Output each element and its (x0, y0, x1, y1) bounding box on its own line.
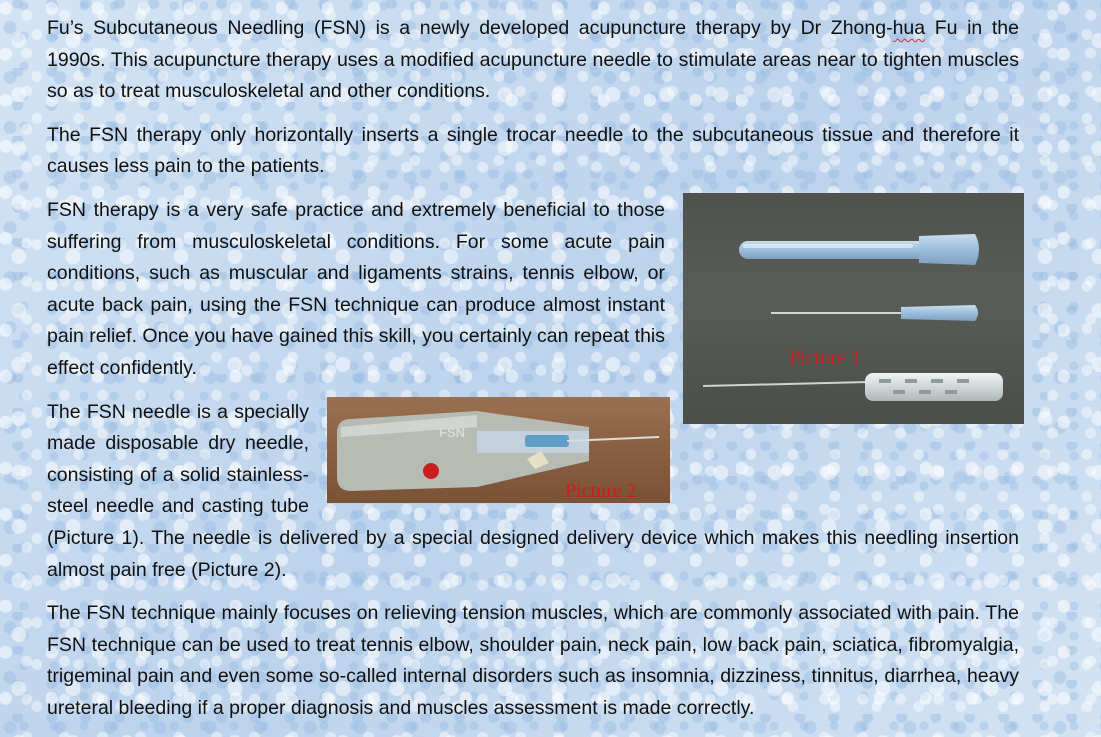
article-body (47, 13, 1019, 736)
casting-tube (739, 234, 979, 265)
needle-with-handle (703, 373, 1003, 401)
picture-2-delivery-device-photo (327, 397, 670, 503)
paragraph-safety: FSN therapy is a very safe practice and extremely beneficial to those suffering from musculoskeletal conditions. For some acute pain conditions, such as muscular and ligaments strains, tennis elbow, or acute back pain, using the FSN technique can produce almost instant pain relief. Once you have gained this skill, you certainly can repeat this effect confidently. (47, 198, 665, 379)
paragraph-needle-description: The FSN needle is a specially made disposable dry needle, consisting of a solid stainless-steel needle and casting tube (Picture 1). The needle is delivered by a special designed delivery device which makes this needling insertion almost pain free (Picture 2). (47, 400, 1019, 581)
trocar-needle (771, 305, 978, 321)
picture-1-caption: Picture 1 (789, 346, 861, 369)
delivery-device (337, 411, 659, 491)
paragraph-treatment-focus: The FSN technique mainly focuses on relieving tension muscles, which are commonly associated with pain. The FSN technique can be used to treat tennis elbow, shoulder pain, neck pain, low back pain, sciatica, fibromyalgia, trigeminal pain and even some so-called internal disorders such as insomnia, dizziness, tinnitus, diarrhea, heavy ureteral bleeding if a proper diagnosis and muscles assessment is made correctly. (47, 602, 1019, 719)
needle-photo-drawing (683, 193, 1024, 424)
intro-text-end: Fu in the 1990s. This acupuncture therapy uses a modified acupuncture needle to stimulate areas near to tighten muscles so as to treat musculoskeletal and other conditions. (47, 17, 1020, 103)
picture-2-caption: Picture 2 (565, 479, 637, 502)
picture-1-needle-photo (683, 193, 1024, 424)
intro-text-start: Fu’s Subcutaneous Needling (FSN) is a newly developed acupuncture therapy by Dr Zhong- (47, 17, 893, 39)
paragraph-insertion: The FSN therapy only horizontally inserts a single trocar needle to the subcutaneous tissue and therefore it causes less pain to the patients. (47, 123, 1019, 178)
device-marking: FSN (439, 424, 465, 440)
spellcheck-underlined-word: hua (892, 17, 926, 39)
paragraph-intro (47, 13, 1019, 108)
